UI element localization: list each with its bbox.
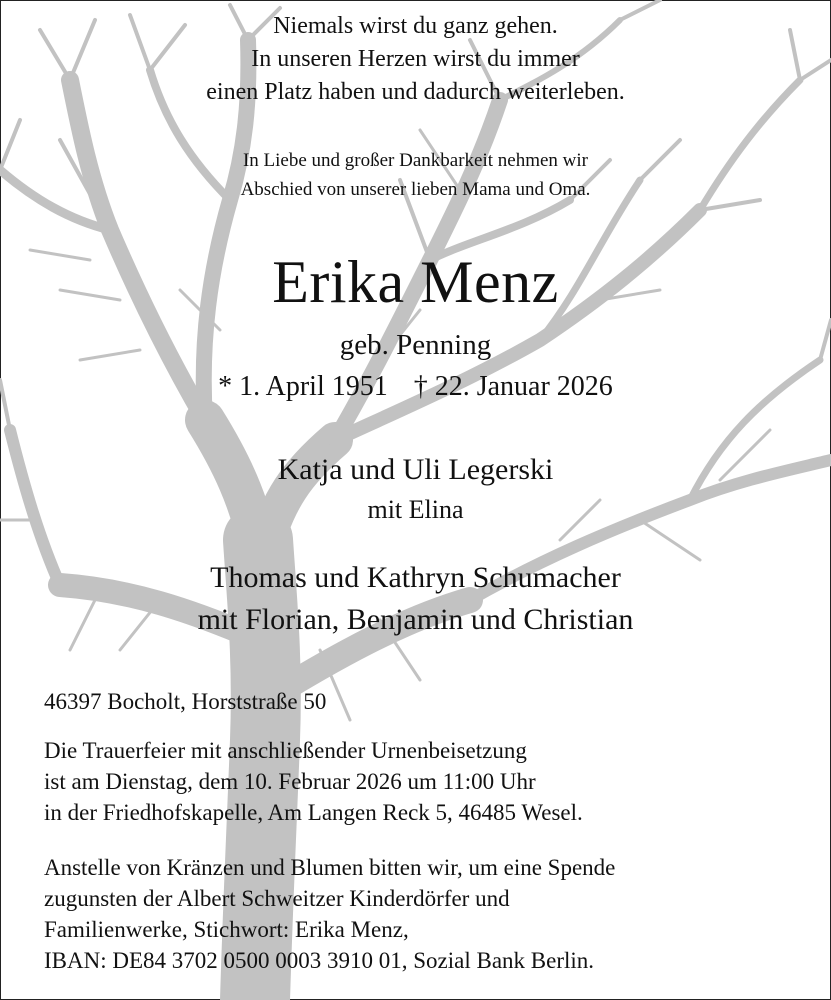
intro-line: In Liebe und großer Dankbarkeit nehmen wir <box>242 150 589 171</box>
mourner-address: 46397 Bocholt, Horststraße 50 <box>44 689 327 714</box>
family-children: mit Florian, Benjamin und Christian <box>197 603 634 636</box>
donation-line: zugunsten der Albert Schweitzer Kinderdörfer und <box>44 886 510 911</box>
funeral-ceremony-info <box>44 735 804 828</box>
maiden-name: geb. Penning <box>339 329 492 361</box>
family-children: mit Elina <box>367 495 464 524</box>
poem-line: In unseren Herzen wirst du immer <box>251 46 580 72</box>
intro-line: Abschied von unserer lieben Mama und Oma. <box>240 179 591 200</box>
ceremony-line: Die Trauerfeier mit anschließender Urnenbeisetzung <box>44 738 527 763</box>
poem-line: einen Platz haben und dadurch weiterleben. <box>206 79 625 105</box>
farewell-intro <box>0 146 831 204</box>
ceremony-line: in der Friedhofskapelle, Am Langen Reck 5, 46485 Wesel. <box>44 800 583 825</box>
ceremony-line: ist am Dienstag, dem 10. Februar 2026 um 11:00 Uhr <box>44 769 536 794</box>
donation-request <box>44 852 804 976</box>
life-dates <box>0 367 831 407</box>
family-group-schumacher <box>0 557 831 641</box>
deceased-name: Erika Menz <box>272 249 559 315</box>
donation-iban-line: IBAN: DE84 3702 0500 0003 3910 01, Sozial Bank Berlin. <box>44 948 595 973</box>
poem-verse <box>0 10 831 109</box>
poem-line: Niemals wirst du ganz gehen. <box>273 13 558 39</box>
death-date: † 22. Januar 2026 <box>413 371 613 402</box>
family-group-legerski <box>0 450 831 530</box>
donation-line: Familienwerke, Stichwort: Erika Menz, <box>44 917 409 942</box>
family-names: Katja und Uli Legerski <box>277 453 554 486</box>
donation-line: Anstelle von Kränzen und Blumen bitten wir, um eine Spende <box>44 855 616 880</box>
birth-date: * 1. April 1951 <box>218 371 388 402</box>
family-names: Thomas und Kathryn Schumacher <box>210 561 621 594</box>
